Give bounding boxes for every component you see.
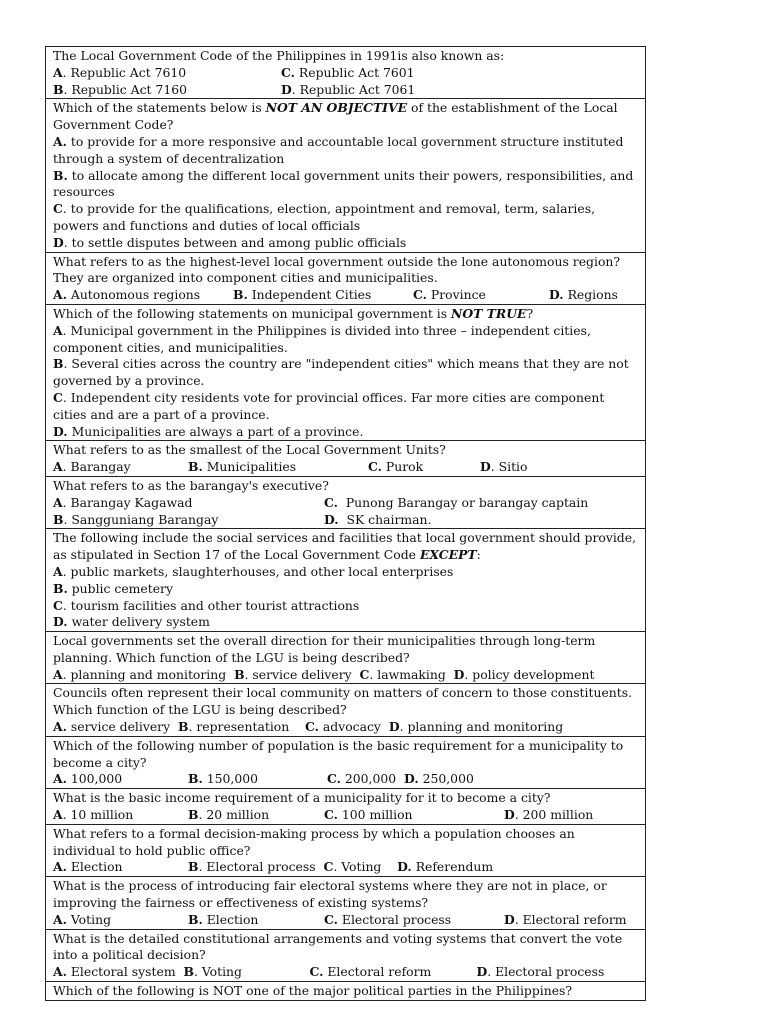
option-text: Municipalities are always a part of a province. xyxy=(67,423,364,439)
option-letter: A. xyxy=(53,287,67,303)
question-stem: What is the detailed constitutional arrangements and voting systems that convert the vote into a political decision? xyxy=(53,930,623,963)
option-text: . public markets, slaughterhouses, and other local enterprises xyxy=(62,563,454,579)
question-row xyxy=(46,684,646,736)
option-text: SK chairman. xyxy=(338,511,432,527)
answer-row xyxy=(53,719,638,736)
option-text: . Republic Act 7061 xyxy=(291,81,416,97)
answer-option xyxy=(53,598,638,615)
option-text: Republic Act 7601 xyxy=(294,64,415,80)
answer-option xyxy=(53,390,638,424)
question-row xyxy=(46,441,646,477)
answer-option xyxy=(53,82,281,99)
option-letter: A xyxy=(53,459,63,475)
question-cell xyxy=(46,877,646,929)
option-letter: C. xyxy=(309,964,324,980)
stem-emphasis: EXCEPT xyxy=(419,547,477,563)
answer-option xyxy=(53,65,281,82)
question-stem: The Local Government Code of the Philippines in 1991is also known as: xyxy=(53,48,505,63)
option-text: to allocate among the different local government units their powers, responsibilities, and resources xyxy=(53,167,634,200)
option-letter: C. xyxy=(324,494,338,510)
option-text: . Electoral process xyxy=(487,964,605,980)
question-table-body xyxy=(46,47,646,1001)
option-text: Province xyxy=(426,287,486,303)
answer-row xyxy=(53,287,638,304)
option-text: . planning and monitoring xyxy=(399,719,564,735)
answer-option xyxy=(53,512,324,529)
answer-option xyxy=(504,912,627,929)
option-letter: D xyxy=(453,666,465,682)
question-stem xyxy=(53,100,638,134)
option-text: Referendum xyxy=(411,859,494,875)
question-row xyxy=(46,877,646,929)
question-row xyxy=(46,99,646,252)
option-text: . 200 million xyxy=(514,807,594,823)
question-row xyxy=(46,789,646,825)
answer-option xyxy=(404,771,474,788)
answer-option xyxy=(53,168,638,202)
option-text: Election xyxy=(66,859,123,875)
option-letter: B xyxy=(178,719,189,735)
answer-option xyxy=(324,807,504,824)
option-text: water delivery system xyxy=(67,614,210,630)
option-text: Electoral process xyxy=(337,911,452,927)
option-letter: B. xyxy=(188,771,203,787)
option-text: public cemetery xyxy=(67,580,173,596)
option-text: 150,000 xyxy=(202,771,258,787)
option-letter: C. xyxy=(324,807,338,823)
option-text: . Sangguniang Barangay xyxy=(63,511,219,527)
option-text: . 10 million xyxy=(62,807,134,823)
option-text: . Republic Act 7610 xyxy=(62,64,187,80)
option-letter: A xyxy=(53,563,63,579)
option-letter: C xyxy=(53,597,63,613)
question-table xyxy=(45,46,646,1001)
answer-option xyxy=(454,667,595,684)
option-letter: D xyxy=(281,81,292,97)
question-row xyxy=(46,252,646,304)
option-text: . representation xyxy=(188,719,305,735)
question-row xyxy=(46,824,646,876)
option-text: . Electoral process xyxy=(198,859,324,875)
question-row xyxy=(46,529,646,632)
option-letter: D xyxy=(53,234,64,250)
answer-row xyxy=(53,859,638,876)
answer-option xyxy=(53,964,183,981)
question-stem: What is the basic income requirement of a municipality for it to become a city? xyxy=(53,790,551,806)
answer-option xyxy=(183,964,309,981)
question-stem: Which of the following is NOT one of the major political parties in the Philippines? xyxy=(53,983,573,999)
question-stem: What is the process of introducing fair electoral systems where they are not in place, or improving the fairness or effectiveness of existing systems? xyxy=(53,878,607,911)
question-stem: Local governments set the overall direction for their municipalities through long-term planning. Which function of the LGU is being described? xyxy=(53,633,596,665)
question-cell xyxy=(46,304,646,440)
question-row xyxy=(46,47,646,99)
answer-option xyxy=(324,912,504,929)
option-letter: B xyxy=(53,511,64,527)
option-text: Purok xyxy=(381,459,424,475)
option-text: . Voting xyxy=(193,964,242,980)
option-text: . Independent city residents vote for provincial offices. Far more cities are component cities and are a part of a province. xyxy=(53,389,605,422)
option-text: Punong Barangay or barangay captain xyxy=(337,494,589,510)
answer-option xyxy=(549,287,618,304)
answer-option xyxy=(397,859,493,876)
option-letter: A. xyxy=(53,911,67,927)
option-text: . tourism facilities and other tourist attractions xyxy=(62,597,360,613)
option-letter: D. xyxy=(53,614,68,630)
question-cell xyxy=(46,824,646,876)
option-letter: C. xyxy=(304,719,319,735)
answer-row xyxy=(53,771,638,788)
answer-option xyxy=(504,807,593,824)
answer-row xyxy=(53,82,638,99)
answer-option xyxy=(309,964,476,981)
option-letter: B. xyxy=(53,580,68,596)
answer-option xyxy=(53,614,638,631)
option-letter: B xyxy=(53,356,64,372)
question-cell xyxy=(46,929,646,981)
answer-option xyxy=(413,287,549,304)
stem-text: Which of the following statements on municipal government is xyxy=(53,305,452,321)
option-text: 100,000 xyxy=(66,771,123,787)
option-letter: D xyxy=(476,964,488,980)
option-letter: C xyxy=(323,859,334,875)
answer-option xyxy=(188,771,327,788)
question-cell xyxy=(46,789,646,825)
answer-option xyxy=(324,495,588,512)
answer-row xyxy=(53,667,638,684)
question-cell xyxy=(46,441,646,477)
option-letter: C xyxy=(53,389,63,405)
option-text: 100 million xyxy=(337,807,413,823)
option-text: Municipalities xyxy=(202,459,297,475)
stem-text-end: ? xyxy=(526,305,534,321)
answer-option xyxy=(368,459,480,476)
option-letter: B. xyxy=(53,167,68,183)
question-cell xyxy=(46,476,646,528)
option-text: 200,000 xyxy=(340,771,405,787)
option-letter: C. xyxy=(413,287,427,303)
answer-row xyxy=(53,459,638,476)
answer-option xyxy=(323,859,397,876)
option-letter: A xyxy=(53,322,63,338)
stem-text-end: : xyxy=(476,547,481,563)
answer-option xyxy=(53,424,638,441)
option-text: advocacy xyxy=(318,719,389,735)
option-text: . to settle disputes between and among public officials xyxy=(63,234,407,250)
option-letter: B. xyxy=(188,911,203,927)
option-letter: B xyxy=(188,859,199,875)
answer-row xyxy=(53,512,638,529)
answer-option xyxy=(53,134,638,168)
stem-text-end: of the establishment of the Local Government Code? xyxy=(53,100,618,133)
answer-option xyxy=(53,459,188,476)
answer-option xyxy=(53,807,188,824)
option-text: Election xyxy=(202,911,259,927)
option-text: Independent Cities xyxy=(247,287,372,303)
option-letter: A. xyxy=(53,771,67,787)
answer-option xyxy=(53,235,638,252)
question-cell xyxy=(46,47,646,99)
option-text: . Municipal government in the Philippines is divided into three – independent cities, component cities, and municipalities. xyxy=(53,322,591,355)
answer-option xyxy=(305,719,389,736)
question-stem: Which of the following number of population is the basic requirement for a municipality to become a city? xyxy=(53,737,624,770)
option-text: . policy development xyxy=(464,666,595,682)
answer-row xyxy=(53,964,638,981)
option-letter: A. xyxy=(53,719,67,735)
option-text: Voting xyxy=(66,911,111,927)
option-letter: D. xyxy=(404,771,419,787)
answer-option xyxy=(178,719,305,736)
option-letter: D xyxy=(480,459,491,475)
answer-option xyxy=(53,667,234,684)
answer-row xyxy=(53,495,638,512)
answer-option xyxy=(53,495,324,512)
option-text: Electoral reform xyxy=(323,964,432,980)
option-letter: C. xyxy=(324,911,338,927)
answer-option xyxy=(188,912,324,929)
option-text: 250,000 xyxy=(418,771,474,787)
option-text: Regions xyxy=(563,287,618,303)
option-text: Electoral system xyxy=(66,964,184,980)
stem-text: Which of the statements below is xyxy=(53,100,266,116)
option-letter: C xyxy=(53,201,63,217)
option-text: Autonomous regions xyxy=(66,287,201,303)
option-letter: D. xyxy=(549,287,564,303)
option-letter: B xyxy=(183,964,194,980)
question-row xyxy=(46,736,646,788)
question-row xyxy=(46,982,646,1001)
option-text: . 20 million xyxy=(198,807,270,823)
option-letter: A. xyxy=(53,859,67,875)
option-text: . Sitio xyxy=(490,459,528,475)
option-letter: D. xyxy=(397,859,412,875)
option-letter: A xyxy=(53,666,63,682)
answer-row xyxy=(53,912,638,929)
option-letter: C. xyxy=(281,64,295,80)
answer-option xyxy=(53,771,188,788)
answer-option xyxy=(234,667,359,684)
option-letter: D xyxy=(504,911,515,927)
question-row xyxy=(46,632,646,684)
option-letter: A xyxy=(53,494,63,510)
answer-option xyxy=(233,287,413,304)
question-stem: What refers to a formal decision-making process by which a population chooses an individual to hold public office? xyxy=(53,825,575,858)
question-row xyxy=(46,476,646,528)
question-cell xyxy=(46,99,646,252)
option-letter: B xyxy=(188,807,199,823)
question-cell xyxy=(46,252,646,304)
answer-option xyxy=(53,719,178,736)
stem-emphasis: NOT AN OBJECTIVE xyxy=(265,100,408,116)
answer-option xyxy=(188,859,323,876)
option-text: . Barangay xyxy=(62,459,131,475)
answer-row xyxy=(53,807,638,824)
option-letter: B. xyxy=(233,287,248,303)
question-cell xyxy=(46,632,646,684)
option-text: to provide for a more responsive and accountable local government structure instituted through a system of decentralization xyxy=(53,133,624,166)
option-text: . Voting xyxy=(333,859,398,875)
question-stem xyxy=(53,530,638,564)
answer-option xyxy=(53,581,638,598)
option-letter: D. xyxy=(53,423,68,439)
option-letter: C xyxy=(359,666,370,682)
answer-option xyxy=(389,719,563,736)
option-letter: A xyxy=(53,64,63,80)
option-text: . to provide for the qualifications, election, appointment and removal, term, salaries, powers and functions and duties of local officials xyxy=(53,201,596,233)
question-cell xyxy=(46,736,646,788)
option-letter: C. xyxy=(368,459,382,475)
question-cell xyxy=(46,684,646,736)
question-stem: What refers to as the smallest of the Local Government Units? xyxy=(53,442,446,458)
option-text: service delivery xyxy=(66,719,178,735)
option-text: . lawmaking xyxy=(369,666,454,682)
question-stem xyxy=(53,306,638,323)
question-stem: What refers to as the barangay's executive? xyxy=(53,477,329,493)
answer-option xyxy=(53,201,638,235)
option-text: . Several cities across the country are "independent cities" which means that they are not governed by a province. xyxy=(53,356,629,389)
answer-option xyxy=(327,771,404,788)
option-letter: D. xyxy=(324,511,339,527)
answer-option xyxy=(480,459,527,476)
stem-emphasis: NOT TRUE xyxy=(451,305,527,321)
answer-option xyxy=(476,964,604,981)
option-letter: B. xyxy=(188,459,203,475)
answer-option xyxy=(360,667,454,684)
question-stem: What refers to as the highest-level local government outside the lone autonomous region? They are organized into component cities and municipalities. xyxy=(53,253,621,286)
answer-option xyxy=(53,859,188,876)
option-letter: A xyxy=(53,807,63,823)
option-text: . Republic Act 7160 xyxy=(63,81,188,97)
answer-option xyxy=(53,287,233,304)
question-row xyxy=(46,304,646,440)
option-letter: C. xyxy=(327,771,341,787)
option-letter: A. xyxy=(53,964,67,980)
answer-row xyxy=(53,65,638,82)
option-letter: B xyxy=(234,666,245,682)
answer-option xyxy=(53,323,638,357)
question-cell xyxy=(46,529,646,632)
answer-option xyxy=(53,912,188,929)
option-text: . Electoral reform xyxy=(514,911,627,927)
answer-option xyxy=(281,82,415,99)
answer-option xyxy=(53,356,638,390)
option-letter: A. xyxy=(53,133,67,149)
answer-option xyxy=(53,564,638,581)
option-letter: B xyxy=(53,81,64,97)
answer-option xyxy=(188,459,368,476)
question-row xyxy=(46,929,646,981)
option-text: . service delivery xyxy=(244,666,360,682)
option-text: . Barangay Kagawad xyxy=(62,494,193,510)
question-stem: Councils often represent their local community on matters of concern to those constituents. Which function of the LGU is being described? xyxy=(53,685,633,718)
answer-option xyxy=(281,65,415,82)
option-text: . planning and monitoring xyxy=(62,666,235,682)
question-cell xyxy=(46,982,646,1001)
option-letter: D xyxy=(504,807,515,823)
stem-text: The following include the social services and facilities that local government should provide, as stipulated in Section 17 of the Local Government Code xyxy=(53,530,637,563)
option-letter: D xyxy=(388,719,400,735)
answer-option xyxy=(188,807,324,824)
answer-option xyxy=(324,512,431,529)
quiz-sheet xyxy=(45,46,646,1001)
